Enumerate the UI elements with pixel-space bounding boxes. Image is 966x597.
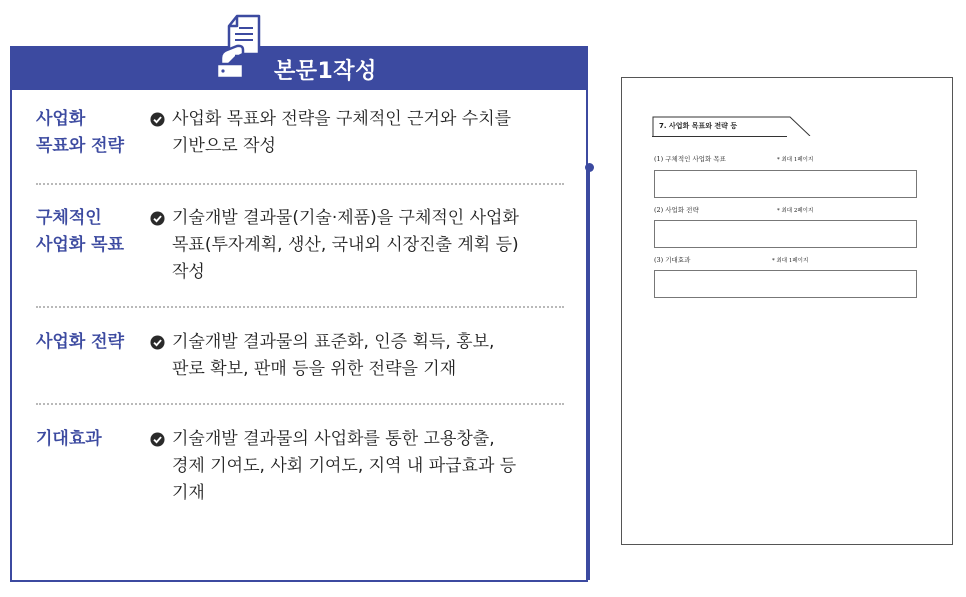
panel-title: 본문1작성 — [274, 59, 377, 84]
doc-item-label: (3) 기대효과 — [654, 256, 691, 264]
row-label: 사업화 전략 — [36, 332, 125, 352]
row-text: 기술개발 결과물의 표준화, 인증 획득, 홍보, 판로 확보, 판매 등을 위한 전략을 기재 — [172, 332, 495, 379]
check-circle-icon — [150, 432, 165, 447]
document-hand-icon — [215, 14, 271, 80]
doc-item-note: * 최대 1페이지 — [777, 157, 814, 163]
doc-item-label: (1) 구체적인 사업화 목표 — [654, 155, 726, 163]
doc-item-label: (2) 사업화 전략 — [654, 206, 699, 214]
connector-dot — [585, 163, 594, 172]
content-panel — [10, 46, 588, 582]
check-circle-icon — [150, 335, 165, 350]
connector-line — [588, 168, 590, 580]
doc-input-box — [654, 270, 917, 298]
panel-header — [12, 48, 586, 90]
doc-item-note: * 최대 2페이지 — [777, 208, 814, 214]
divider — [36, 403, 564, 405]
doc-input-box — [654, 170, 917, 198]
check-circle-icon — [150, 211, 165, 226]
divider — [36, 306, 564, 308]
doc-item-note: * 최대 1페이지 — [772, 258, 809, 264]
divider — [36, 183, 564, 185]
row-text: 기술개발 결과물(기술·제품)을 구체적인 사업화 목표(투자계획, 생산, 국내외 시장진출 계획 등) 작성 — [172, 208, 519, 282]
doc-underline — [652, 136, 787, 137]
doc-section-title: 7. 사업화 목표와 전략 등 — [659, 122, 738, 130]
row-label: 구체적인 사업화 목표 — [36, 208, 125, 255]
row-label: 사업화 목표와 전략 — [36, 109, 125, 156]
check-circle-icon — [150, 112, 165, 127]
document-preview — [621, 77, 953, 545]
row-text: 기술개발 결과물의 사업화를 통한 고용창출, 경제 기여도, 사회 기여도, 지역 내 파급효과 등 기재 — [172, 429, 517, 503]
doc-input-box — [654, 220, 917, 248]
row-label: 기대효과 — [36, 429, 102, 449]
row-text: 사업화 목표와 전략을 구체적인 근거와 수치를 기반으로 작성 — [172, 109, 512, 156]
